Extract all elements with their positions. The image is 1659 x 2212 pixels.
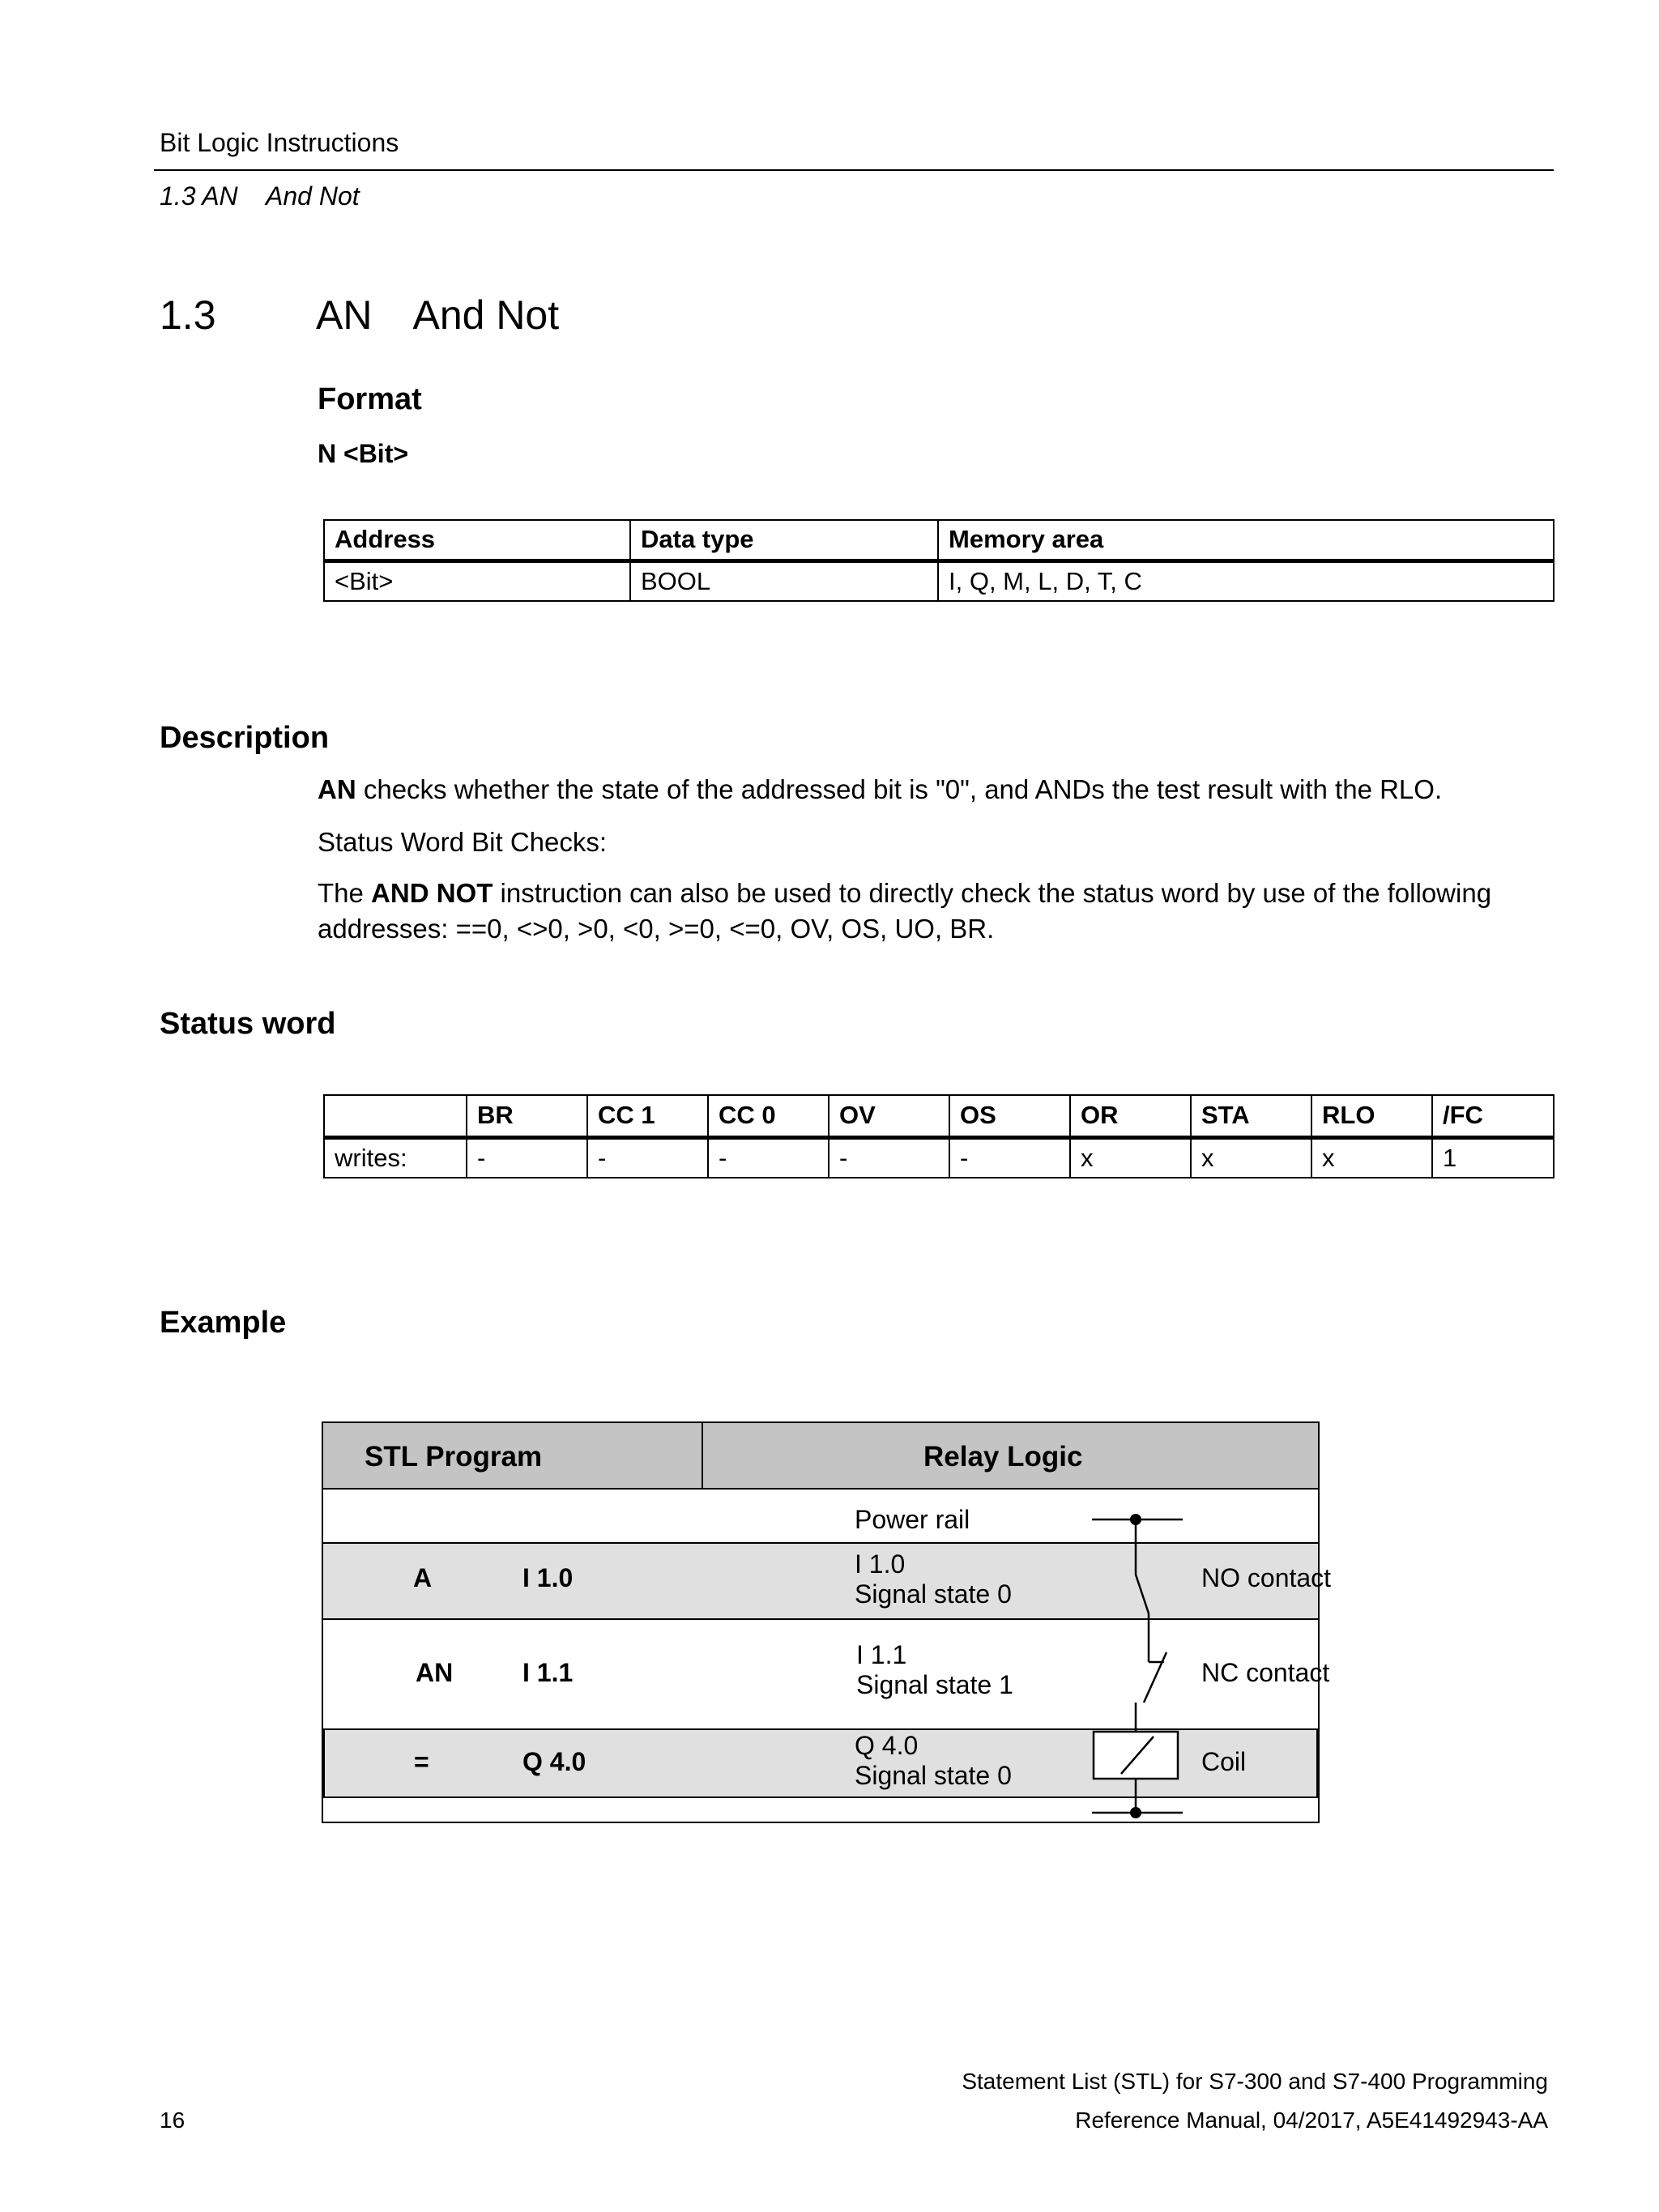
relay-address: Q 4.0 bbox=[855, 1731, 919, 1760]
section-mnemonic: AN bbox=[316, 292, 373, 338]
stl-op: = bbox=[414, 1747, 429, 1776]
footer-document-title: Statement List (STL) for S7-300 and S7-400 Programming bbox=[962, 2069, 1548, 2094]
description-p1-text: checks whether the state of the addressed bit is "0", and ANDs the test result with the RLO. bbox=[356, 774, 1443, 804]
status-col-cc1: CC 1 bbox=[587, 1095, 708, 1137]
example-col-stl: STL Program bbox=[365, 1441, 543, 1473]
description-p3-line1 bbox=[318, 876, 1581, 911]
example-heading: Example bbox=[160, 1306, 287, 1340]
status-cell: - bbox=[708, 1137, 829, 1178]
example-header-divider bbox=[702, 1423, 703, 1488]
relay-element-label: NO contact bbox=[1201, 1563, 1332, 1592]
power-rail-label: Power rail bbox=[855, 1505, 970, 1534]
status-col-os: OS bbox=[949, 1095, 1070, 1137]
status-cell: - bbox=[829, 1137, 949, 1178]
status-col-br: BR bbox=[467, 1095, 587, 1137]
description-paragraph-1 bbox=[318, 772, 1557, 808]
stl-operand: I 1.0 bbox=[522, 1563, 574, 1592]
status-cell: x bbox=[1311, 1137, 1432, 1178]
stl-operand: Q 4.0 bbox=[522, 1747, 586, 1776]
coil-icon bbox=[1094, 1732, 1178, 1779]
status-col-fc: /FC bbox=[1432, 1095, 1554, 1137]
running-header-section: 1.3 AN And Not bbox=[160, 181, 360, 211]
nc-contact-blade bbox=[1144, 1652, 1166, 1703]
section-number: 1.3 bbox=[160, 292, 216, 338]
status-col-sta: STA bbox=[1191, 1095, 1311, 1137]
status-col-empty bbox=[324, 1095, 467, 1137]
format-cell: <Bit> bbox=[324, 560, 630, 601]
stl-op: A bbox=[413, 1563, 433, 1592]
relay-ladder-diagram bbox=[1053, 1490, 1215, 1831]
description-heading: Description bbox=[160, 721, 330, 755]
footer-page-number: 16 bbox=[160, 2108, 186, 2133]
relay-element-label: Coil bbox=[1201, 1747, 1247, 1776]
header-rule bbox=[154, 169, 1554, 171]
no-contact-icon bbox=[1136, 1575, 1149, 1613]
description-p1-bold: AN bbox=[318, 774, 356, 804]
example-col-relay: Relay Logic bbox=[923, 1441, 1083, 1473]
section-title bbox=[316, 292, 599, 339]
description-p3-line2: addresses: ==0, <>0, >0, <0, >=0, <=0, OV, OS, UO, BR. bbox=[318, 914, 995, 944]
status-col-rlo: RLO bbox=[1311, 1095, 1432, 1137]
status-cell: x bbox=[1191, 1137, 1311, 1178]
status-word-heading: Status word bbox=[160, 1007, 336, 1041]
relay-element-label: NC contact bbox=[1201, 1658, 1330, 1687]
description-paragraph-2: Status Word Bit Checks: bbox=[318, 827, 608, 857]
format-heading: Format bbox=[318, 382, 422, 416]
status-cell: - bbox=[587, 1137, 708, 1178]
status-cell: writes: bbox=[324, 1137, 467, 1178]
status-col-cc0: CC 0 bbox=[708, 1095, 829, 1137]
description-p3-rest: instruction can also be used to directly check the status word by use of the following bbox=[493, 878, 1492, 908]
format-cell: BOOL bbox=[630, 560, 938, 601]
description-p3-pre: The bbox=[318, 878, 372, 908]
description-paragraph-3 bbox=[318, 876, 1581, 947]
stl-op: AN bbox=[416, 1658, 454, 1687]
status-cell: - bbox=[949, 1137, 1070, 1178]
description-p3-bold: AND NOT bbox=[371, 878, 493, 908]
format-table-header bbox=[324, 520, 1554, 560]
relay-address: I 1.0 bbox=[855, 1549, 906, 1579]
stl-operand: I 1.1 bbox=[522, 1658, 574, 1687]
section-name: And Not bbox=[412, 292, 560, 338]
status-col-or: OR bbox=[1070, 1095, 1191, 1137]
table-row bbox=[324, 1137, 1554, 1178]
running-header-chapter: Bit Logic Instructions bbox=[160, 128, 399, 157]
format-table bbox=[323, 519, 1555, 602]
format-col-address: Address bbox=[324, 520, 630, 560]
format-cell: I, Q, M, L, D, T, C bbox=[938, 560, 1554, 601]
format-syntax: N <Bit> bbox=[318, 439, 409, 468]
status-word-table bbox=[323, 1094, 1555, 1178]
footer-document-ref: Reference Manual, 04/2017, A5E41492943-AA bbox=[1075, 2108, 1548, 2133]
format-col-memory: Memory area bbox=[938, 520, 1554, 560]
format-col-datatype: Data type bbox=[630, 520, 938, 560]
status-cell: 1 bbox=[1432, 1137, 1554, 1178]
relay-state: Signal state 1 bbox=[856, 1670, 1013, 1699]
status-cell: x bbox=[1070, 1137, 1191, 1178]
relay-state: Signal state 0 bbox=[855, 1761, 1012, 1790]
status-col-ov: OV bbox=[829, 1095, 949, 1137]
status-cell: - bbox=[467, 1137, 587, 1178]
relay-state: Signal state 0 bbox=[855, 1579, 1012, 1609]
status-word-header bbox=[324, 1095, 1554, 1137]
return-rail-node bbox=[1130, 1807, 1141, 1818]
table-row bbox=[324, 560, 1554, 601]
relay-address: I 1.1 bbox=[856, 1640, 907, 1669]
